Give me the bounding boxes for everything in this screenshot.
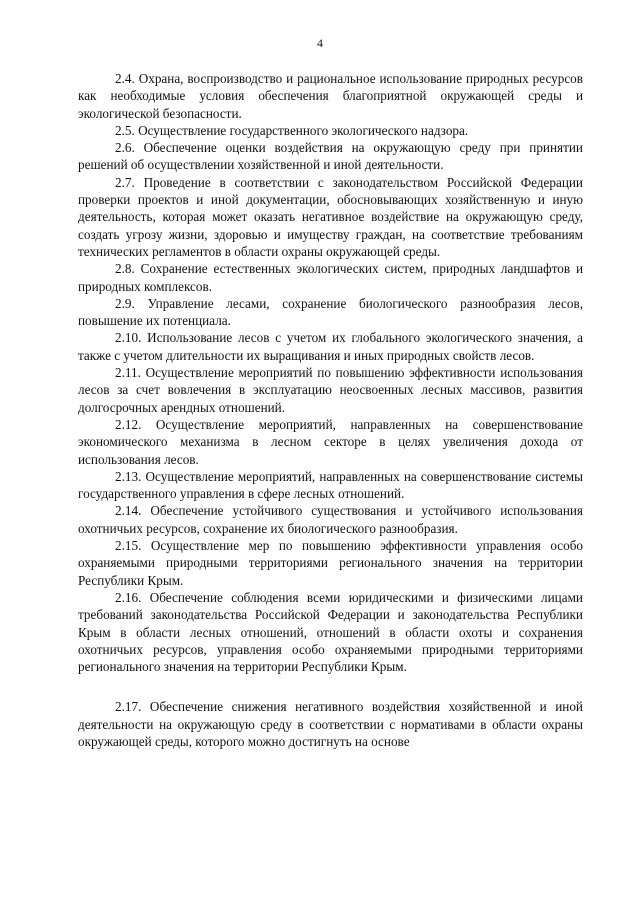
paragraph-2-13: 2.13. Осуществление мероприятий, направленных на совершенствование системы государственного управления в сфере лесных отношений.	[78, 468, 583, 502]
paragraph-2-16: 2.16. Обеспечение соблюдения всеми юридическими и физическими лицами требований законодательства Российской Федерации и законодательства Республики Крым в области лесных отношений, отношений в области охоты и сохранения охотничьих ресурсов, управления особо охраняемыми природными территориями регионального значения на территории Республики Крым.	[78, 589, 583, 675]
paragraph-2-6: 2.6. Обеспечение оценки воздействия на окружающую среду при принятии решений об осуществлении хозяйственной и иной деятельности.	[78, 140, 583, 173]
paragraph-2-12: 2.12. Осуществление мероприятий, направленных на совершенствование экономического механизма в лесном секторе в целях увеличения дохода от использования лесов.	[78, 416, 583, 467]
paragraph-2-7: 2.7. Проведение в соответствии с законодательством Российской Федерации проверки проектов и иной документации, обосновывающих хозяйственную и иную деятельность, которая может оказать негативное воздействие на окружающую среду, создать угрозу жизни, здоровью и имуществу граждан, на соответствие требованиям технических регламентов в области охраны окружающей среды.	[78, 174, 583, 259]
paragraph-2-15: 2.15. Осуществление мер по повышению эффективности управления особо охраняемыми природными территориями регионального значения на территории Республики Крым.	[78, 538, 583, 588]
page-number: 4	[317, 36, 323, 50]
paragraph-2-4: 2.4. Охрана, воспроизводство и рациональное использование природных ресурсов как необходимые условия обеспечения благоприятной окружающей среды и экологической безопасности.	[78, 71, 583, 121]
paragraph-2-8: 2.8. Сохранение естественных экологических систем, природных ландшафтов и природных комплексов.	[78, 261, 583, 294]
paragraph-2-11: 2.11. Осуществление мероприятий по повышению эффективности использования лесов за счет вовлечения в эксплуатацию неосвоенных лесных массивов, развития долгосрочных арендных отношений.	[78, 365, 583, 415]
document-body	[78, 70, 583, 750]
paragraph-2-10: 2.10. Использование лесов с учетом их глобального экологического значения, а также с учетом длительности их выращивания и иных природных свойств лесов.	[78, 330, 583, 363]
paragraph-2-5: 2.5. Осуществление государственного экологического надзора.	[115, 122, 469, 138]
paragraph-2-9: 2.9. Управление лесами, сохранение биологического разнообразия лесов, повышение их потенциала.	[78, 295, 583, 329]
paragraph-2-14: 2.14. Обеспечение устойчивого существования и устойчивого использования охотничьих ресурсов, сохранение их биологического разнообразия.	[78, 503, 583, 536]
paragraph-2-17: 2.17. Обеспечение снижения негативного воздействия хозяйственной и иной деятельности на окружающую среду в соответствии с нормативами в области охраны окружающей среды, которого можно достигнуть на основе	[78, 699, 583, 749]
